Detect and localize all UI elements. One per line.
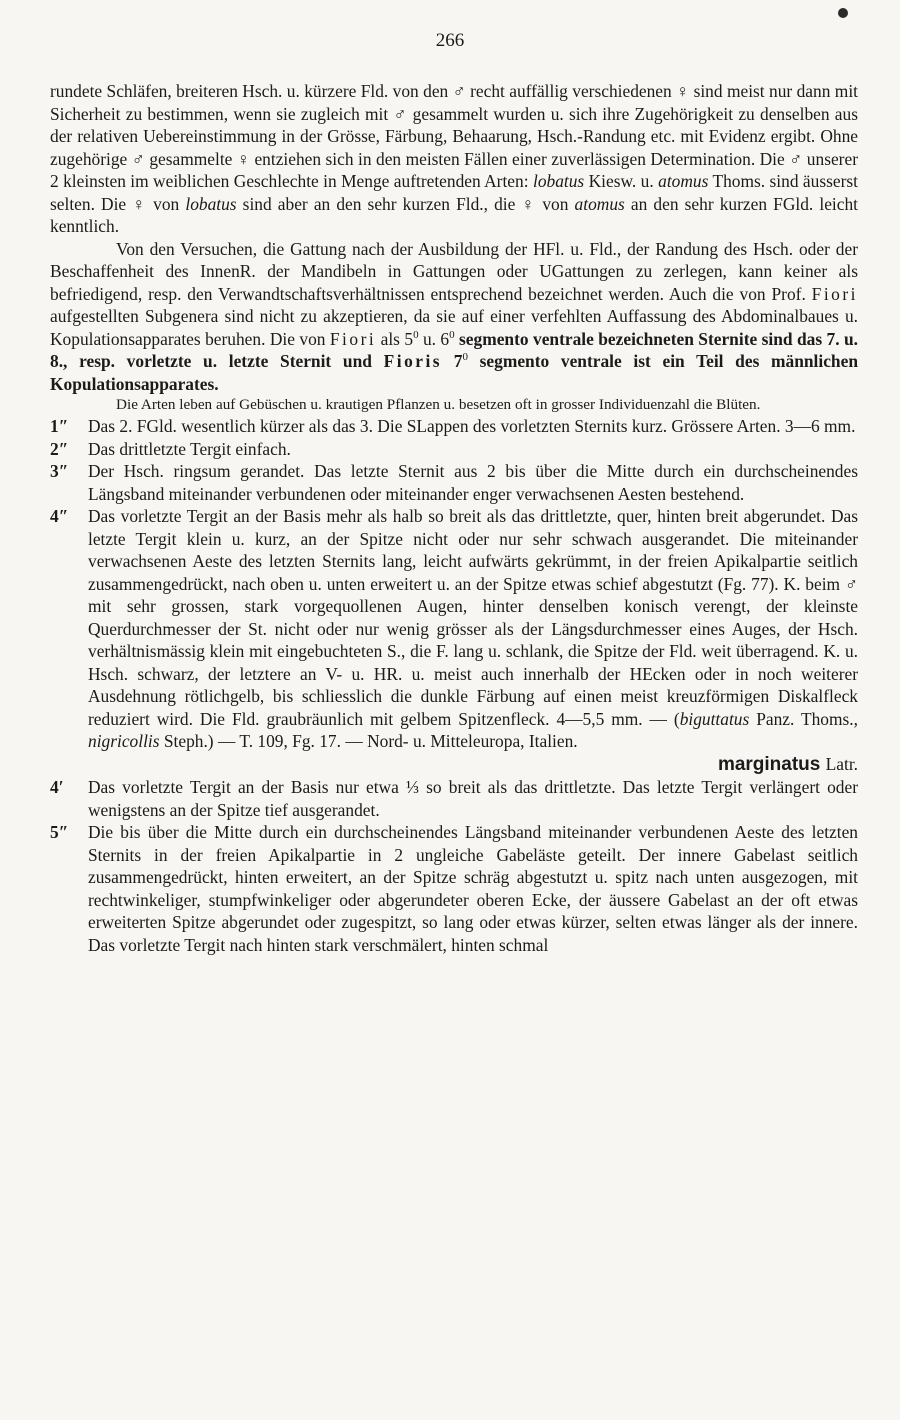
key-couplet-5: 5″ Die bis über die Mitte durch ein durchscheinendes Längsband miteinander verbundenen Aeste des letzten Sternits in der freien Apikalpartie in 2 ungleiche Gabeläste geteilt. Der innere Gabelast seitlich zusammengedrückt, hinten erweitert, an der Spitze schräg abgestutzt u. spitz nach unten ausgezogen, mit rechtwinkeliger, stumpfwinkeliger oder abgerundeter oberen Ecke, der äussere Gabelast an der oft etwas erweiterten Spitze abgerundet oder zugespitzt, so lang oder etwas kürzer, selten etwas länger als der innere. Das vorletzte Tergit nach hinten stark verschmälert, hinten schmal — [50, 822, 858, 955]
key-couplet-1: 1″ Das 2. FGld. wesentlich kürzer als das 3. Die SLappen des vorletzten Sternits kurz. Grössere Arten. 3—6 mm. — [50, 416, 856, 436]
paragraph-1: rundete Schläfen, breiteren Hsch. u. kürzere Fld. von den ♂ recht auffällig verschiedenen ♀ sind meist nur dann mit Sicherheit zu bestimmen, wenn sie zugleich mit ♂ gesammelt wurden u. sich ihre Zugehörigkeit zu denselben aus der relativen Uebereinstimmung in der Grösse, Färbung, Behaarung, Hsch.-Randung etc. mit Evidenz ergibt. Ohne zugehörige ♂ gesammelte ♀ entziehen sich in den meisten Fällen einer zuverlässigen Determination. Die ♂ unserer 2 kleinsten im weiblichen Geschlechte in Menge auftretenden Arten: lobatus Kiesw. u. atomus Thoms. sind äusserst selten. Die ♀ von lobatus sind aber an den sehr kurzen Fld., die ♀ von atomus an den sehr kurzen FGld. leicht kenntlich. — [50, 81, 858, 236]
key-couplet-4: 4″ Das vorletzte Tergit an der Basis mehr als halb so breit als das drittletzte, quer, hinten breit abgerundet. Das letzte Tergit klein u. kurz, an der Spitze nicht oder nur sehr schwach ausgerandet. Die miteinander verwachsenen Aeste des letzten Sternits lang, leicht aufwärts gekrümmt, in der freien Apikalpartie seitlich zusammengedrückt, nach oben u. unten erweitert u. an der Spitze etwas schief abgestutzt (Fg. 77). K. beim ♂ mit sehr grossen, stark vorgequollenen Augen, hinter denselben konisch verengt, der kleinste Querdurchmesser der St. nicht oder nur wenig grösser als der Längsdurchmesser eines Auges, der Hsch. verhältnismässig klein mit eingebuchteten S., die F. lang u. schlank, die Spitze der Fld. weit überragend. K. u. Hsch. schwarz, der letztere an V- u. HR. u. meist auch innerhalb der HEcken oder in noch weiterer Ausdehnung rötlichgelb, bis schliesslich die dunkle Färbung auf einen meist kreuzförmigen Diskalfleck reduziert wird. Die Fld. graubräunlich mit gelbem Spitzenfleck. 4—5,5 mm. — (biguttatus Panz. Thoms., nigricollis Steph.) — T. 109, Fg. 17. — Nord- u. Mitteleuropa, Italien. — [50, 506, 858, 751]
paragraph-2: Von den Versuchen, die Gattung nach der Ausbildung der HFl. u. Fld., der Randung des Hsch. oder der Beschaffenheit des InnenR. der Mandibeln in Gattungen oder UGattungen zu zerlegen, kann keiner als befriedigend, resp. den Verwandtschaftsverhältnissen entsprechend bezeichnet werden. Auch die von Prof. Fiori aufgestellten Subgenera sind nicht zu akzeptieren, da sie auf einer verfehlten Auffassung des Abdominalbaues u. Kopulationsapparates beruhen. Die von Fiori als $5^0$ u. $6^0$ segmento ventrale bezeichneten Sternite sind das 7. u. 8., resp. vorletzte u. letzte Sternit und Fioris $7^0$ segmento ventrale ist ein Teil des männlichen Kopulationsapparates. — [50, 238, 858, 394]
text-column — [50, 80, 858, 956]
ink-spot — [838, 8, 848, 18]
paragraph-3: Die Arten leben auf Gebüschen u. krautigen Pflanzen u. besetzen oft in grosser Individuenzahl die Blüten. — [116, 396, 761, 413]
page-number: 266 — [435, 30, 465, 51]
species-name: marginatus Latr. — [717, 753, 858, 775]
key-couplet-2: 2″ Das drittletzte Tergit einfach. — [50, 438, 291, 459]
key-couplet-4-alt: 4′ Das vorletzte Tergit an der Basis nur etwa ⅓ so breit als das drittletzte. Das letzte Tergit verlängert oder wenigstens an der Spitze tief ausgerandet. — [50, 777, 858, 820]
key-couplet-3: 3″ Der Hsch. ringsum gerandet. Das letzte Sternit aus 2 bis über die Mitte durch ein durchscheinendes Längsband miteinander verbundenen oder miteinander enger verwachsenen Aesten bestehend. — [50, 461, 858, 504]
